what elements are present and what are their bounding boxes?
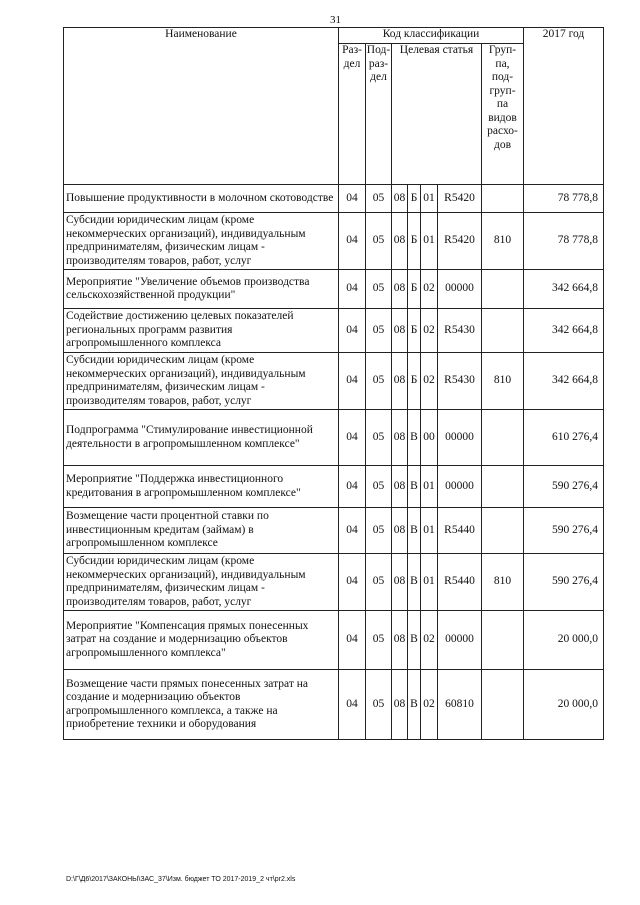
table-cell-razdel: 04 bbox=[339, 670, 366, 740]
table-row bbox=[64, 213, 604, 270]
table-cell-program: 08 bbox=[392, 466, 408, 508]
table-cell-group bbox=[482, 410, 524, 466]
table-row bbox=[64, 466, 604, 508]
table-cell-amount: 78 778,8 bbox=[524, 185, 604, 213]
table-cell-podrazdel: 05 bbox=[366, 270, 392, 309]
table-cell-razdel: 04 bbox=[339, 611, 366, 670]
table-cell-podrazdel: 05 bbox=[366, 611, 392, 670]
table-cell-program: 08 bbox=[392, 353, 408, 410]
header-year: 2017 год bbox=[524, 28, 604, 185]
table-cell-name: Подпрограмма "Стимулирование инвестиционной деятельности в агропромышленном комплексе" bbox=[64, 410, 339, 466]
table-cell-direction: 00000 bbox=[438, 611, 482, 670]
table-row bbox=[64, 670, 604, 740]
table-cell-subprogram: Б bbox=[408, 213, 421, 270]
table-cell-direction: 00000 bbox=[438, 410, 482, 466]
table-cell-amount: 590 276,4 bbox=[524, 466, 604, 508]
table-cell-podrazdel: 05 bbox=[366, 466, 392, 508]
header-group: Груп- па, под- груп- па видов расхо- дов bbox=[482, 44, 524, 185]
header-name: Наименование bbox=[64, 28, 339, 185]
table-cell-event: 01 bbox=[421, 554, 438, 611]
table-row bbox=[64, 508, 604, 554]
table-cell-program: 08 bbox=[392, 670, 408, 740]
table-cell-razdel: 04 bbox=[339, 309, 366, 353]
table-cell-subprogram: В bbox=[408, 670, 421, 740]
table-cell-subprogram: В bbox=[408, 611, 421, 670]
table-cell-name: Мероприятие "Компенсация прямых понесенных затрат на создание и модернизацию объектов агропромышленного комплекса" bbox=[64, 611, 339, 670]
table-cell-event: 01 bbox=[421, 466, 438, 508]
table-cell-amount: 342 664,8 bbox=[524, 270, 604, 309]
table-cell-program: 08 bbox=[392, 611, 408, 670]
table-cell-direction: R5440 bbox=[438, 508, 482, 554]
table-cell-direction: R5430 bbox=[438, 353, 482, 410]
table-cell-razdel: 04 bbox=[339, 213, 366, 270]
table-cell-program: 08 bbox=[392, 410, 408, 466]
table-cell-subprogram: Б bbox=[408, 270, 421, 309]
table-cell-razdel: 04 bbox=[339, 508, 366, 554]
table-cell-program: 08 bbox=[392, 309, 408, 353]
table-cell-program: 08 bbox=[392, 554, 408, 611]
table-cell-direction: 00000 bbox=[438, 466, 482, 508]
table-cell-event: 01 bbox=[421, 185, 438, 213]
table-cell-podrazdel: 05 bbox=[366, 670, 392, 740]
table-cell-subprogram: Б bbox=[408, 309, 421, 353]
table-cell-podrazdel: 05 bbox=[366, 410, 392, 466]
table-cell-direction: 00000 bbox=[438, 270, 482, 309]
table-cell-subprogram: В bbox=[408, 508, 421, 554]
table-row bbox=[64, 270, 604, 309]
header-podrazdel: Под- раз- дел bbox=[366, 44, 392, 185]
budget-table bbox=[63, 27, 604, 740]
table-cell-group bbox=[482, 309, 524, 353]
table-cell-subprogram: В bbox=[408, 410, 421, 466]
table-cell-event: 01 bbox=[421, 508, 438, 554]
table-cell-subprogram: Б bbox=[408, 353, 421, 410]
table-cell-group bbox=[482, 185, 524, 213]
table-cell-razdel: 04 bbox=[339, 185, 366, 213]
table-cell-event: 02 bbox=[421, 353, 438, 410]
table-cell-amount: 590 276,4 bbox=[524, 508, 604, 554]
table-cell-amount: 590 276,4 bbox=[524, 554, 604, 611]
table-cell-group: 810 bbox=[482, 554, 524, 611]
table-cell-event: 02 bbox=[421, 611, 438, 670]
table-cell-program: 08 bbox=[392, 508, 408, 554]
table-cell-amount: 610 276,4 bbox=[524, 410, 604, 466]
table-cell-group bbox=[482, 466, 524, 508]
table-row bbox=[64, 353, 604, 410]
table-cell-event: 01 bbox=[421, 213, 438, 270]
table-cell-name: Возмещение части процентной ставки по инвестиционным кредитам (займам) в агропромышленном комплексе bbox=[64, 508, 339, 554]
table-cell-name: Субсидии юридическим лицам (кроме некоммерческих организаций), индивидуальным предпринимателям, физическим лицам - производителям товаров, работ, услуг bbox=[64, 353, 339, 410]
table-cell-subprogram: Б bbox=[408, 185, 421, 213]
table-cell-program: 08 bbox=[392, 213, 408, 270]
file-path-footer: D:\Г\Д6\2017\ЗАКОНЫ\ЗАС_37\Изм. бюджет ТО 2017-2019_2 чт\pr2.xls bbox=[66, 876, 296, 883]
table-cell-amount: 20 000,0 bbox=[524, 670, 604, 740]
table-cell-event: 02 bbox=[421, 309, 438, 353]
table-cell-direction: 60810 bbox=[438, 670, 482, 740]
table-cell-podrazdel: 05 bbox=[366, 309, 392, 353]
table-cell-group bbox=[482, 611, 524, 670]
table-cell-podrazdel: 05 bbox=[366, 508, 392, 554]
table-cell-podrazdel: 05 bbox=[366, 353, 392, 410]
table-cell-direction: R5420 bbox=[438, 185, 482, 213]
table-cell-direction: R5430 bbox=[438, 309, 482, 353]
table-cell-name: Мероприятие "Поддержка инвестиционного кредитования в агропромышленном комплексе" bbox=[64, 466, 339, 508]
table-cell-razdel: 04 bbox=[339, 410, 366, 466]
table-row bbox=[64, 554, 604, 611]
table-cell-razdel: 04 bbox=[339, 554, 366, 611]
table-row bbox=[64, 410, 604, 466]
table-cell-amount: 20 000,0 bbox=[524, 611, 604, 670]
table-cell-razdel: 04 bbox=[339, 270, 366, 309]
table-cell-name: Мероприятие "Увеличение объемов производства сельскохозяйственной продукции" bbox=[64, 270, 339, 309]
table-cell-podrazdel: 05 bbox=[366, 185, 392, 213]
table-cell-amount: 342 664,8 bbox=[524, 309, 604, 353]
table-cell-direction: R5420 bbox=[438, 213, 482, 270]
table-cell-name: Субсидии юридическим лицам (кроме некоммерческих организаций), индивидуальным предпринимателям, физическим лицам - производителям товаров, работ, услуг bbox=[64, 554, 339, 611]
table-cell-name: Повышение продуктивности в молочном скотоводстве bbox=[64, 185, 339, 213]
table-row bbox=[64, 611, 604, 670]
table-cell-name: Возмещение части прямых понесенных затрат на создание и модернизацию объектов агропромышленного комплекса, а также на приобретение техники и оборудования bbox=[64, 670, 339, 740]
table-cell-podrazdel: 05 bbox=[366, 213, 392, 270]
table-cell-group bbox=[482, 670, 524, 740]
table-cell-name: Субсидии юридическим лицам (кроме некоммерческих организаций), индивидуальным предпринимателям, физическим лицам - производителям товаров, работ, услуг bbox=[64, 213, 339, 270]
table-cell-name: Содействие достижению целевых показателей региональных программ развития агропромышленного комплекса bbox=[64, 309, 339, 353]
table-cell-program: 08 bbox=[392, 185, 408, 213]
table-cell-group: 810 bbox=[482, 353, 524, 410]
table-cell-direction: R5440 bbox=[438, 554, 482, 611]
table-cell-event: 02 bbox=[421, 670, 438, 740]
table-cell-podrazdel: 05 bbox=[366, 554, 392, 611]
table-cell-razdel: 04 bbox=[339, 466, 366, 508]
page-number: 31 bbox=[330, 14, 341, 26]
table-cell-group: 810 bbox=[482, 213, 524, 270]
table-cell-amount: 78 778,8 bbox=[524, 213, 604, 270]
table-cell-subprogram: В bbox=[408, 466, 421, 508]
table-cell-amount: 342 664,8 bbox=[524, 353, 604, 410]
header-target: Целевая статья bbox=[392, 44, 482, 185]
table-cell-subprogram: В bbox=[408, 554, 421, 611]
table-cell-razdel: 04 bbox=[339, 353, 366, 410]
header-razdel: Раз- дел bbox=[339, 44, 366, 185]
table-cell-event: 00 bbox=[421, 410, 438, 466]
table-cell-program: 08 bbox=[392, 270, 408, 309]
table-cell-event: 02 bbox=[421, 270, 438, 309]
table-cell-group bbox=[482, 270, 524, 309]
table-row bbox=[64, 185, 604, 213]
table-cell-group bbox=[482, 508, 524, 554]
header-code: Код классификации bbox=[339, 28, 524, 44]
table-row bbox=[64, 309, 604, 353]
